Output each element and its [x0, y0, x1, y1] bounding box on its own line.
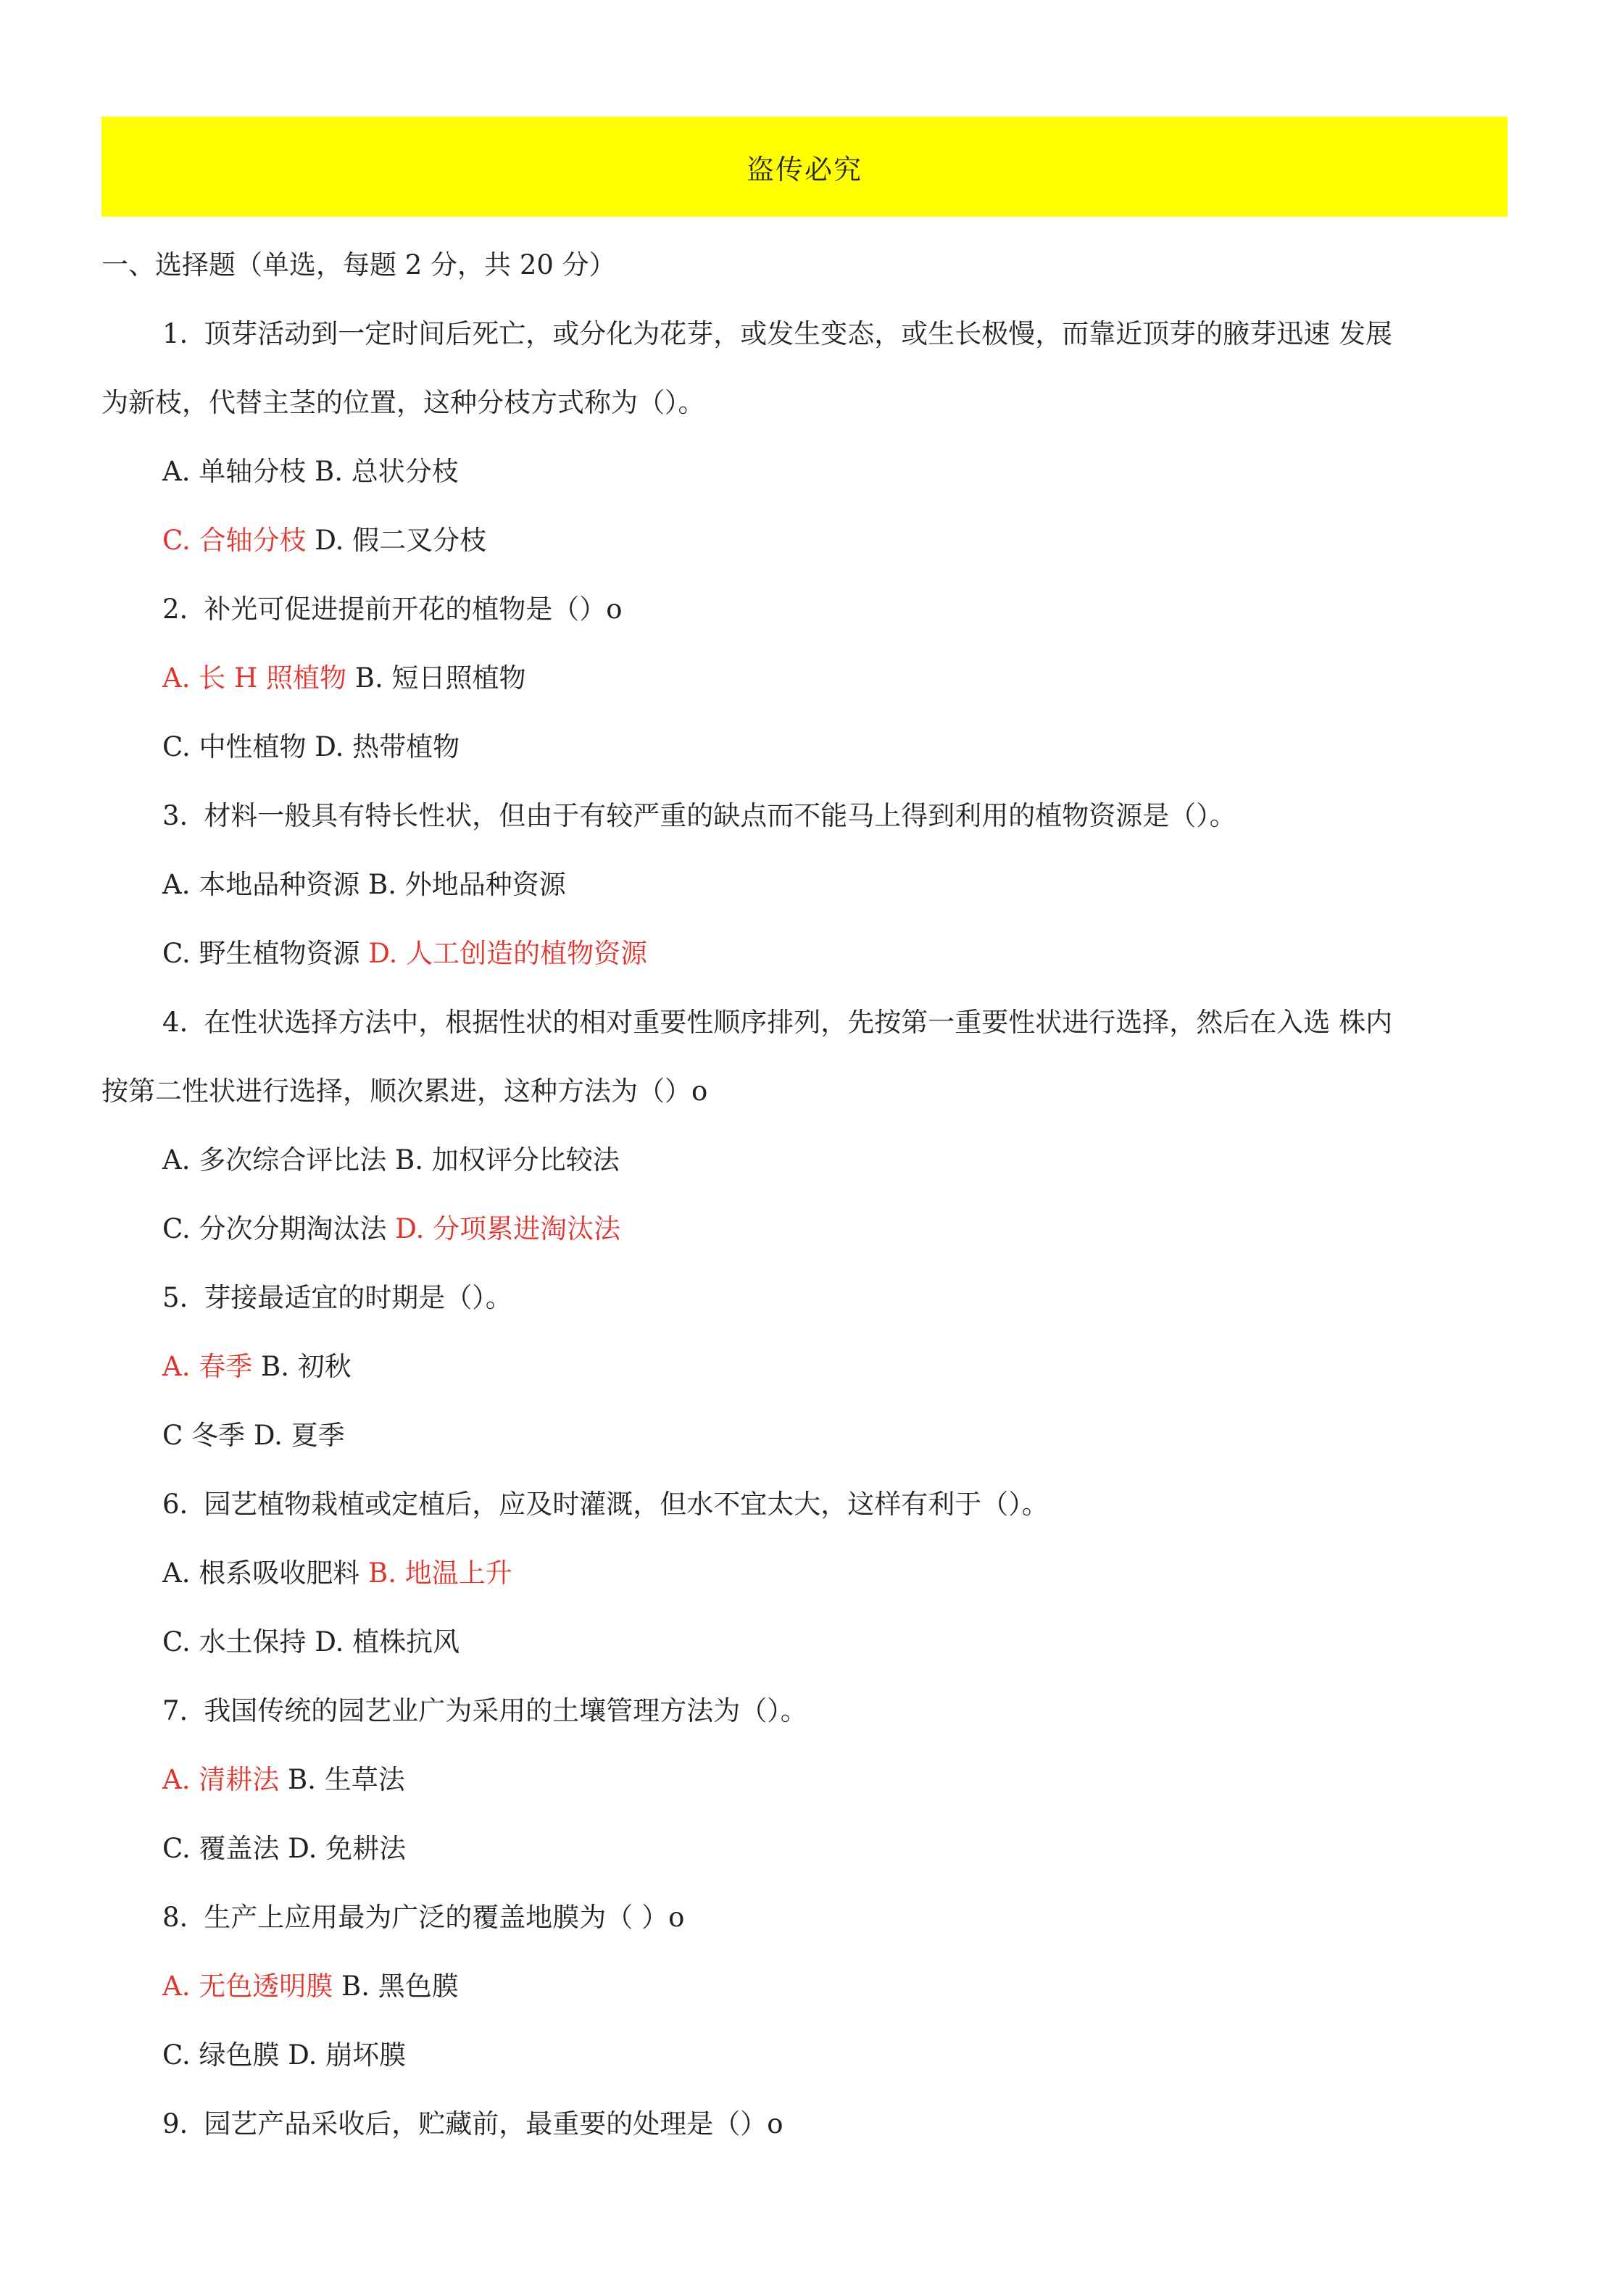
question-number: 7.: [162, 1695, 188, 1726]
option-d-answer: D. 分项累进淘汰法: [395, 1213, 621, 1244]
option-d-answer: D. 人工创造的植物资源: [368, 938, 648, 969]
option-a: A. 单轴分枝: [162, 456, 307, 487]
question-6-options-ab: [101, 1539, 1508, 1607]
question-text: 我国传统的园艺业广为采用的土壤管理方法为（）。: [204, 1695, 807, 1726]
question-3-options-cd: [101, 919, 1508, 988]
option-b: B. 总状分枝: [306, 456, 459, 487]
question-5-options-cd: [101, 1401, 1508, 1470]
section-title: 一、选择题（单选，每题 2 分，共 20 分）: [101, 249, 616, 280]
question-number: 4.: [162, 1007, 188, 1038]
option-cd: C. 覆盖法 D. 免耕法: [162, 1833, 407, 1864]
option-a: A. 根系吸收肥料: [162, 1557, 369, 1589]
question-2-stem: [101, 575, 1508, 644]
option-a-answer: A. 无色透明膜: [162, 1971, 333, 2002]
option-b: B. 初秋: [252, 1351, 352, 1382]
question-number: 6.: [162, 1489, 188, 1520]
option-ab: A. 本地品种资源 B. 外地品种资源: [162, 869, 566, 900]
question-4-options-ab: [101, 1126, 1508, 1194]
question-number: 8.: [162, 1902, 188, 1933]
option-c-answer: C. 合轴分枝: [162, 525, 307, 556]
question-1-stem: [101, 299, 1508, 368]
option-b: B. 短日照植物: [346, 662, 526, 694]
question-text: 材料一般具有特长性状，但由于有较严重的缺点而不能马上得到利用的植物资源是（）。: [204, 800, 1236, 831]
question-8-stem: [101, 1883, 1508, 1952]
question-text: 芽接最适宜的时期是（）。: [204, 1282, 512, 1313]
question-1-options-ab: [101, 437, 1508, 506]
question-9-stem: [101, 2089, 1508, 2158]
option-b: B. 黑色膜: [333, 1971, 459, 2002]
banner-title: 盗传必究: [746, 153, 862, 186]
question-8-options-cd: [101, 2021, 1508, 2089]
option-c: C. 分次分期淘汰法: [162, 1213, 396, 1244]
question-6-options-cd: [101, 1607, 1508, 1676]
header-banner: [101, 117, 1508, 217]
question-2-options-cd: [101, 712, 1508, 781]
question-3-stem: [101, 781, 1508, 850]
question-7-options-cd: [101, 1814, 1508, 1883]
question-number: 9.: [162, 2108, 188, 2139]
option-cd: C. 水土保持 D. 植株抗风: [162, 1626, 460, 1657]
option-cd: C. 中性植物 D. 热带植物: [162, 731, 460, 762]
question-4-stem-cont: 按第二性状进行选择，顺次累进，这种方法为（）o: [101, 1076, 708, 1107]
option-c: C. 野生植物资源: [162, 938, 369, 969]
question-text: 在性状选择方法中，根据性状的相对重要性顺序排列，先按第一重要性状进行选择，然后在入选 株内: [204, 1007, 1393, 1038]
question-7-stem: [101, 1676, 1508, 1745]
question-text: 园艺产品采收后，贮藏前，最重要的处理是（）o: [204, 2108, 783, 2139]
question-3-options-ab: [101, 850, 1508, 919]
question-7-options-ab: [101, 1745, 1508, 1814]
option-a-answer: A. 长 H 照植物: [162, 662, 347, 694]
option-d: D. 假二叉分枝: [306, 525, 487, 556]
question-1-stem-cont: 为新枝，代替主茎的位置，这种分枝方式称为（）。: [101, 387, 705, 418]
option-b-answer: B. 地温上升: [368, 1557, 512, 1589]
question-number: 1.: [162, 318, 188, 349]
question-number: 5.: [162, 1282, 188, 1313]
option-b: B. 生草法: [279, 1764, 405, 1795]
option-ab: A. 多次综合评比法 B. 加权评分比较法: [162, 1144, 620, 1176]
question-4-options-cd: [101, 1194, 1508, 1263]
question-4-stem: [101, 988, 1508, 1057]
question-text: 顶芽活动到一定时间后死亡，或分化为花芽，或发生变态，或生长极慢，而靠近顶芽的腋芽迅速 发展: [204, 318, 1393, 349]
question-1-options-cd: [101, 506, 1508, 575]
document-body: [101, 230, 1508, 2158]
question-text: 园艺植物栽植或定植后，应及时灌溉，但水不宜太大，这样有利于（）。: [204, 1489, 1049, 1520]
option-cd: C 冬季 D. 夏季: [162, 1420, 345, 1451]
option-a-answer: A. 春季: [162, 1351, 253, 1382]
question-2-options-ab: [101, 644, 1508, 712]
question-5-options-ab: [101, 1332, 1508, 1401]
question-text: 补光可促进提前开花的植物是（）o: [204, 594, 623, 625]
option-a-answer: A. 清耕法: [162, 1764, 280, 1795]
question-6-stem: [101, 1470, 1508, 1539]
question-text: 生产上应用最为广泛的覆盖地膜为（ ）o: [204, 1902, 685, 1933]
question-number: 2.: [162, 594, 188, 625]
question-5-stem: [101, 1263, 1508, 1332]
question-number: 3.: [162, 800, 188, 831]
question-8-options-ab: [101, 1952, 1508, 2021]
option-cd: C. 绿色膜 D. 崩坏膜: [162, 2039, 407, 2071]
